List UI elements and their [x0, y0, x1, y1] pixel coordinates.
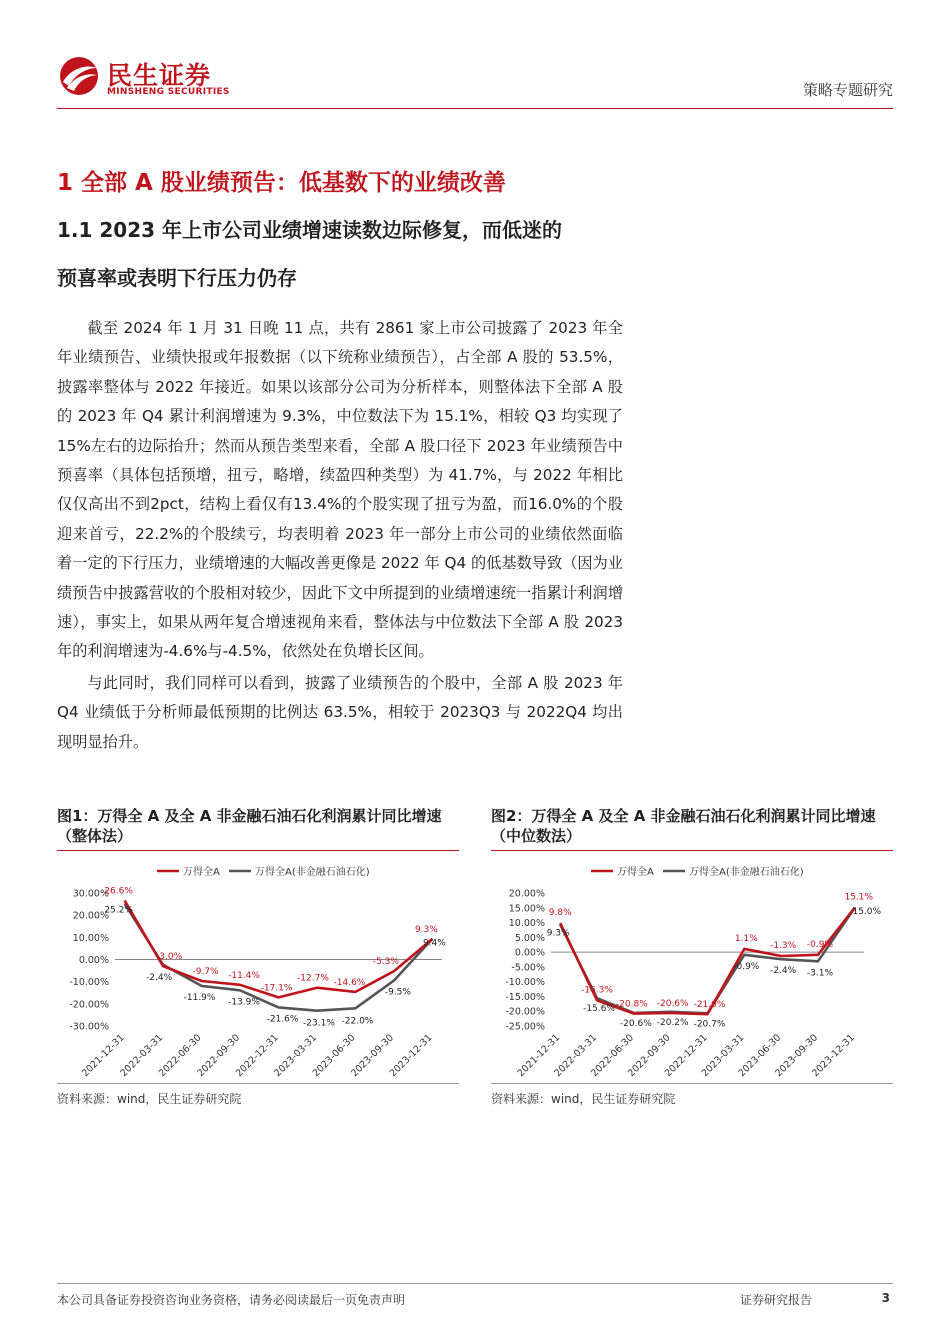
data-label: -0.9%: [806, 939, 834, 950]
x-tick-label: 2023-12-31: [810, 1032, 857, 1079]
x-tick-label: 2021-12-31: [515, 1032, 563, 1079]
minsheng-logo-icon: [57, 56, 101, 96]
y-tick-label: 15.00%: [508, 903, 545, 915]
data-label: 9.3%: [414, 924, 438, 935]
x-tick-label: 2023-06-30: [736, 1032, 784, 1079]
data-label: 9.4%: [422, 938, 446, 949]
legend-label: 万得全A: [183, 867, 220, 878]
data-label: -17.1%: [260, 983, 293, 994]
header-divider: [57, 108, 893, 109]
data-label: -15.6%: [583, 1004, 615, 1015]
data-label: -21.0%: [693, 1000, 726, 1011]
subsection-heading-line1: 1.1 2023 年上市公司业绩增速读数边际修复，而低迷的: [57, 218, 563, 242]
legend-label: 万得全A(非金融石油石化): [255, 867, 370, 878]
data-label: -20.8%: [615, 999, 648, 1010]
footer-disclaimer: 本公司具备证券投资咨询业务资格，请务必阅读最后一页免责声明: [57, 1293, 406, 1307]
figure-source: 资料来源：wind，民生证券研究院: [491, 1092, 676, 1106]
x-tick-label: 2022-09-30: [195, 1032, 243, 1079]
series-line-wind-all-a-ex-fin: [560, 908, 855, 1014]
y-tick-label: -15.00%: [505, 991, 545, 1003]
logo-chinese-name: 民生证券: [107, 61, 212, 90]
y-tick-label: 30.00%: [72, 888, 109, 900]
y-tick-label: 0.00%: [78, 955, 109, 966]
x-tick-label: 2023-03-31: [272, 1032, 320, 1079]
logo-english-name: MINSHENG SECURITIES: [107, 87, 230, 97]
y-tick-label: 20.00%: [72, 910, 109, 922]
y-tick-label: -10.00%: [69, 977, 109, 989]
data-label: -5.3%: [372, 957, 399, 968]
body-paragraph-2: [57, 669, 623, 757]
data-label: -14.6%: [333, 977, 366, 988]
x-tick-label: 2023-12-31: [387, 1032, 435, 1079]
data-label: 9.8%: [548, 908, 572, 919]
data-label: -0.9%: [733, 961, 760, 972]
paragraph-text: 与此同时，我们同样可以看到，披露了业绩预告的个股中，全部 A 股 2023 年 Q4 业绩低于分析师最低预期的比例达 63.5%，相较于 2023Q3 与 2022Q4 均出现明显抬升。: [57, 674, 623, 751]
report-type: 策略专题研究: [802, 81, 893, 99]
y-tick-label: -30.00%: [69, 1021, 109, 1033]
x-tick-label: 2022-12-31: [233, 1032, 281, 1079]
x-tick-label: 2023-03-31: [699, 1032, 747, 1079]
x-tick-label: 2022-03-31: [552, 1032, 600, 1079]
figure-bottom-rule: [491, 1083, 893, 1084]
subsection-heading-line2: 预喜率或表明下行压力仍存: [57, 266, 297, 290]
data-label: -1.3%: [770, 940, 797, 951]
page-number: 3: [881, 1291, 890, 1305]
data-label: -20.6%: [656, 998, 689, 1009]
figure-title: 图1：万得全 A 及全 A 非金融石油石化利润累计同比增速（整体法）: [57, 807, 442, 845]
data-label: -20.6%: [619, 1018, 652, 1029]
data-label: 25.2%: [104, 905, 133, 916]
paragraph-text: 截至 2024 年 1 月 31 日晚 11 点，共有 2861 家上市公司披露了 2023 年全年业绩预告、业绩快报或年报数据（以下统称业绩预告），占全部 A 股的 53.5%，披露率整体与 2022 年接近。如果以该部分公司为分析样本，则整体法下全部 A 股的 2023 年 Q4 累计利润增速为 9.3%，中位数法下为 15.1%，相较 Q3 均实现了 15%左右的边际抬升；然而从预告类型来看，全部 A 股口径下 2023 年业绩预告中预喜率（具体包括预增，扭亏，略增，续盈四种类型）为 41.7%，与 2022 年相比仅仅高出不到2pct，结构上看仅有13.4%的个股实现了扭亏为盈，而16.0%的个股迎来首亏，22.2%的个股续亏，均表明着 2023 年一部分上市公司的业绩依然面临着一定的下行压力，业绩增速的大幅改善更像是 2022 年 Q4 的低基数导致（因为业绩预告中披露营收的个股相对较少，因此下文中所提到的业绩增速统一指累计利润增速），事实上，如果从两年复合增速视角来看，整体法与中位数法下全部 A 股 2023 年的利润增速为-4.6%与-4.5%，依然处在负增长区间。: [57, 319, 623, 661]
data-label: 26.6%: [104, 886, 133, 897]
data-label: -22.0%: [341, 1016, 374, 1027]
data-label: -2.4%: [770, 966, 797, 977]
body-paragraph-1: [57, 314, 623, 667]
y-tick-label: 5.00%: [514, 932, 545, 944]
x-tick-label: 2023-09-30: [773, 1032, 821, 1079]
y-tick-label: 0.00%: [514, 947, 545, 959]
x-tick-label: 2022-06-30: [156, 1032, 204, 1079]
y-tick-label: -20.00%: [69, 999, 109, 1011]
figure-bottom-rule: [57, 1083, 459, 1084]
x-tick-label: 2021-12-31: [79, 1032, 127, 1079]
data-label: -21.6%: [266, 1014, 299, 1025]
figure-2: [491, 806, 893, 1107]
data-label: -11.4%: [228, 970, 260, 981]
footer-divider: [57, 1283, 893, 1284]
y-tick-label: 20.00%: [508, 888, 545, 900]
y-tick-label: -25.00%: [505, 1021, 545, 1033]
data-label: -3.0%: [156, 952, 183, 963]
data-label: -12.7%: [297, 973, 329, 984]
y-tick-label: -10.00%: [505, 977, 545, 989]
line-chart: [491, 851, 893, 1079]
data-label: -9.5%: [384, 987, 411, 998]
data-label: -20.2%: [656, 1017, 689, 1028]
data-label: -13.9%: [228, 997, 260, 1008]
page-header: [0, 0, 950, 112]
y-tick-label: 10.00%: [508, 918, 545, 930]
line-chart: [57, 851, 459, 1079]
y-tick-label: -20.00%: [505, 1006, 545, 1018]
data-label: -20.7%: [693, 1019, 726, 1030]
data-label: -23.1%: [303, 1018, 335, 1029]
x-tick-label: 2022-06-30: [589, 1032, 636, 1079]
figure-title: 图2：万得全 A 及全 A 非金融石油石化利润累计同比增速（中位数法）: [491, 807, 876, 845]
data-label: -3.1%: [806, 968, 834, 979]
x-tick-label: 2023-06-30: [310, 1032, 358, 1079]
data-label: 15.1%: [844, 892, 874, 903]
data-label: 9.3%: [546, 928, 570, 939]
y-tick-label: 10.00%: [72, 932, 109, 944]
figure-source: 资料来源：wind，民生证券研究院: [57, 1092, 242, 1106]
data-label: 15.0%: [852, 906, 882, 917]
y-tick-label: -5.00%: [511, 962, 545, 974]
data-label: -16.3%: [581, 985, 613, 996]
x-tick-label: 2022-12-31: [662, 1032, 710, 1079]
data-label: -2.4%: [146, 972, 173, 983]
figure-1: [57, 806, 459, 1107]
data-label: -11.9%: [183, 992, 216, 1003]
data-label: 1.1%: [734, 933, 758, 944]
legend-label: 万得全A: [617, 867, 654, 878]
legend-label: 万得全A(非金融石油石化): [689, 867, 804, 878]
x-tick-label: 2022-09-30: [625, 1032, 673, 1079]
x-tick-label: 2023-09-30: [349, 1032, 397, 1079]
x-tick-label: 2022-03-31: [118, 1032, 166, 1079]
section-heading: 1 全部 A 股业绩预告：低基数下的业绩改善: [57, 170, 506, 196]
footer-report-label: 证券研究报告: [740, 1293, 813, 1307]
data-label: -9.7%: [192, 967, 219, 978]
